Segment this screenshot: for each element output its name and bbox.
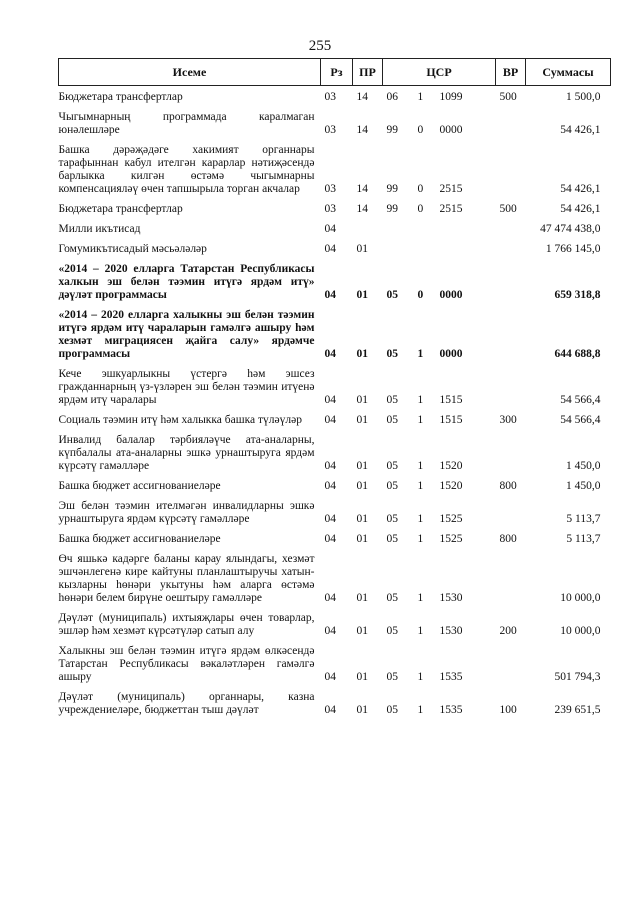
cell-csr-direction: 1515 [439,414,463,426]
table-header [59,59,611,86]
cell-sum: 5 113,7 [566,513,601,525]
cell-rz: 04 [324,414,336,426]
cell-csr-program: 05 [386,480,398,492]
cell-csr-direction: 1520 [439,460,463,472]
cell-sum: 54 426,1 [560,183,601,195]
cell-pr: 01 [356,480,368,492]
cell-rz: 04 [324,348,336,360]
cell-csr-direction: 1099 [439,91,463,103]
cell-sum: 54 426,1 [560,124,601,136]
cell-vr [496,304,526,363]
table-row [59,429,611,475]
cell-sum: 659 318,8 [554,289,601,301]
cell-name: Социаль тәэмин итү һәм халыкка башка түләүләр [58,414,302,426]
cell-vr [496,363,526,409]
table-row [59,139,611,198]
cell-vr [496,258,526,304]
cell-sum: 239 651,5 [554,704,601,716]
page-number: 255 [308,38,332,54]
cell-rz: 03 [324,183,336,195]
cell-sum: 54 566,4 [560,394,601,406]
cell-name: Бюджетара трансфертлар [58,91,183,103]
header-csr: ЦСР [383,59,496,86]
cell-rz: 04 [324,394,336,406]
cell-name: Башка дәрәҗәдәге хакимият органнары тарафыннан кабул ителгән карарлар нәтиҗәсендә барлыкка килгән өстәмә чыгымнарны компенсацияләү өчен тапшырыла торган акчалар [58,144,315,195]
cell-vr: 500 [499,203,517,215]
cell-csr-program: 99 [386,124,398,136]
cell-rz: 04 [324,671,336,683]
cell-csr-subprogram: 1 [417,460,424,472]
table-body [59,86,611,720]
cell-vr: 500 [499,91,517,103]
table-row [59,238,611,258]
table-row [59,686,611,719]
cell-csr-direction: 1535 [439,704,463,716]
cell-pr: 01 [356,704,368,716]
table-row [59,528,611,548]
cell-csr-program: 05 [386,671,398,683]
cell-pr: 01 [356,460,368,472]
cell-vr [496,429,526,475]
cell-pr: 01 [356,533,368,545]
cell-csr-program: 05 [386,625,398,637]
cell-name: Башка бюджет ассигнованиеләре [58,480,221,492]
cell-sum: 1 450,0 [566,460,601,472]
cell-csr-direction: 1515 [439,394,463,406]
cell-csr-program [383,238,414,258]
cell-sum: 644 688,8 [554,348,601,360]
cell-sum: 1 500,0 [566,91,601,103]
cell-rz: 04 [324,513,336,525]
cell-csr-direction: 1530 [439,625,463,637]
cell-sum: 54 566,4 [560,414,601,426]
cell-csr-program: 05 [386,533,398,545]
cell-vr: 200 [499,625,517,637]
cell-sum: 501 794,3 [554,671,601,683]
cell-pr: 01 [356,671,368,683]
cell-csr-program: 05 [386,394,398,406]
cell-name: «2014 – 2020 елларга халыкны эш белән тәэмин итүгә ярдәм итү чараларын гамәлгә ашыру һәм хезмәт миграциясен җайга салу» ярдәмче программасы [58,309,315,360]
cell-csr-subprogram: 1 [417,348,424,360]
cell-rz: 04 [324,533,336,545]
table-row [59,363,611,409]
cell-rz: 03 [324,91,336,103]
cell-pr: 14 [356,91,368,103]
header-vr: ВР [496,59,526,86]
cell-csr-subprogram: 1 [417,625,424,637]
cell-pr [353,218,383,238]
cell-csr-direction: 1530 [439,592,463,604]
cell-csr-direction: 2515 [439,183,463,195]
cell-name: Дәүләт (муниципаль) органнары, казна учреждениеләре, бюджеттан тыш дәүләт [58,691,315,716]
cell-csr-direction: 0000 [439,289,463,301]
table-row [59,607,611,640]
cell-rz: 04 [324,289,336,301]
cell-name: Дәүләт (муниципаль) ихтыяҗлары өчен товарлар, эшләр һәм хезмәт күрсәтүләр сатып алу [58,612,315,637]
cell-sum: 5 113,7 [566,533,601,545]
table-row [59,218,611,238]
table-row [59,409,611,429]
table-row [59,106,611,139]
cell-name: Кече эшкуарлыкны үстергә һәм эшсез гражданнарның үз-үзләрен эш белән тәэмин итүенә ярдәм итү чаралары [58,368,315,406]
cell-name: «2014 – 2020 елларга Татарстан Республикасы халкын эш белән тәэмин итүгә ярдәм итү» дәүләт программасы [58,263,315,301]
cell-rz: 04 [324,243,336,255]
cell-vr: 800 [499,480,517,492]
cell-sum: 1 450,0 [566,480,601,492]
cell-csr-program: 99 [386,183,398,195]
cell-rz: 04 [324,704,336,716]
cell-pr: 01 [356,243,368,255]
header-pr: ПР [353,59,383,86]
cell-csr-subprogram [414,218,436,238]
cell-name: Халыкны эш белән тәэмин итүгә ярдәм өлкәсендә Татарстан Республикасы вәкаләтләрен гамәлгә ашыру [58,645,315,683]
cell-pr: 01 [356,289,368,301]
cell-vr [496,495,526,528]
table-row [59,640,611,686]
cell-csr-program: 05 [386,348,398,360]
cell-csr-subprogram: 0 [417,183,424,195]
cell-name: Милли икътисад [58,223,141,235]
cell-csr-direction [436,238,496,258]
cell-sum: 47 474 438,0 [540,223,601,235]
cell-csr-direction: 0000 [439,124,463,136]
cell-pr: 01 [356,625,368,637]
cell-pr: 01 [356,348,368,360]
table-row [59,548,611,607]
cell-rz: 04 [324,480,336,492]
cell-csr-subprogram: 1 [417,592,424,604]
cell-csr-subprogram: 1 [417,533,424,545]
cell-csr-direction [436,218,496,238]
cell-csr-subprogram: 1 [417,513,424,525]
cell-csr-subprogram: 1 [417,480,424,492]
cell-vr: 300 [499,414,517,426]
cell-rz: 04 [324,460,336,472]
header-name: Исеме [59,59,321,86]
cell-vr [496,106,526,139]
cell-rz: 04 [324,223,336,235]
table-row [59,495,611,528]
cell-csr-program [383,218,414,238]
cell-pr: 14 [356,183,368,195]
table-row [59,475,611,495]
cell-name: Өч яшькә кадәрге баланы карау ялындагы, хезмәт эшчәнлегенә кире кайтуны планлаштыручы хатын-кызларны һөнәри укытуны һәм аларга өстәмә һөнәри белем бирүне оештыру гамәлләре [58,553,315,604]
cell-pr: 01 [356,592,368,604]
cell-sum: 10 000,0 [560,625,601,637]
cell-csr-direction: 1525 [439,533,463,545]
cell-csr-direction: 2515 [439,203,463,215]
cell-csr-program: 06 [386,91,398,103]
cell-csr-direction: 0000 [439,348,463,360]
cell-rz: 04 [324,625,336,637]
cell-csr-direction: 1535 [439,671,463,683]
cell-pr: 14 [356,203,368,215]
cell-vr [496,139,526,198]
cell-name: Чыгымнарның программада каралмаган юнәлешләре [58,111,315,136]
cell-csr-program: 99 [386,203,398,215]
cell-vr [496,640,526,686]
cell-name: Эш белән тәэмин ителмәгән инвалидларны эшкә урнаштыруга ярдәм күрсәтү гамәлләре [58,500,315,525]
cell-name: Гомумикътисадый мәсьәләләр [58,243,207,255]
header-sum: Суммасы [526,59,611,86]
cell-csr-direction: 1520 [439,480,463,492]
table-row [59,86,611,107]
cell-vr: 800 [499,533,517,545]
cell-csr-subprogram: 0 [417,124,424,136]
cell-csr-program: 05 [386,289,398,301]
budget-table [58,58,611,719]
cell-rz: 04 [324,592,336,604]
cell-csr-subprogram: 0 [417,289,424,301]
cell-csr-subprogram: 1 [417,91,424,103]
cell-csr-program: 05 [386,592,398,604]
cell-vr: 100 [499,704,517,716]
cell-csr-direction: 1525 [439,513,463,525]
cell-name: Башка бюджет ассигнованиеләре [58,533,221,545]
cell-csr-program: 05 [386,513,398,525]
cell-vr [496,218,526,238]
table-row [59,198,611,218]
cell-csr-subprogram: 1 [417,394,424,406]
cell-rz: 03 [324,124,336,136]
cell-csr-subprogram: 0 [417,203,424,215]
cell-sum: 54 426,1 [560,203,601,215]
cell-csr-subprogram: 1 [417,704,424,716]
table-row [59,304,611,363]
cell-sum: 1 766 145,0 [545,243,601,255]
cell-csr-subprogram: 1 [417,671,424,683]
cell-csr-program: 05 [386,460,398,472]
cell-vr [496,238,526,258]
table-row [59,258,611,304]
cell-csr-subprogram [414,238,436,258]
cell-csr-program: 05 [386,414,398,426]
header-rz: Рз [321,59,353,86]
cell-csr-program: 05 [386,704,398,716]
cell-sum: 10 000,0 [560,592,601,604]
cell-rz: 03 [324,203,336,215]
cell-pr: 01 [356,394,368,406]
cell-pr: 01 [356,513,368,525]
cell-name: Инвалид балалар тәрбияләүче ата-аналарны, күпбалалы ата-аналарны эшкә урнаштыруга ярдәм күрсәтү гамәлләре [58,434,315,472]
cell-name: Бюджетара трансфертлар [58,203,183,215]
cell-csr-subprogram: 1 [417,414,424,426]
cell-pr: 01 [356,414,368,426]
cell-vr [496,548,526,607]
cell-pr: 14 [356,124,368,136]
